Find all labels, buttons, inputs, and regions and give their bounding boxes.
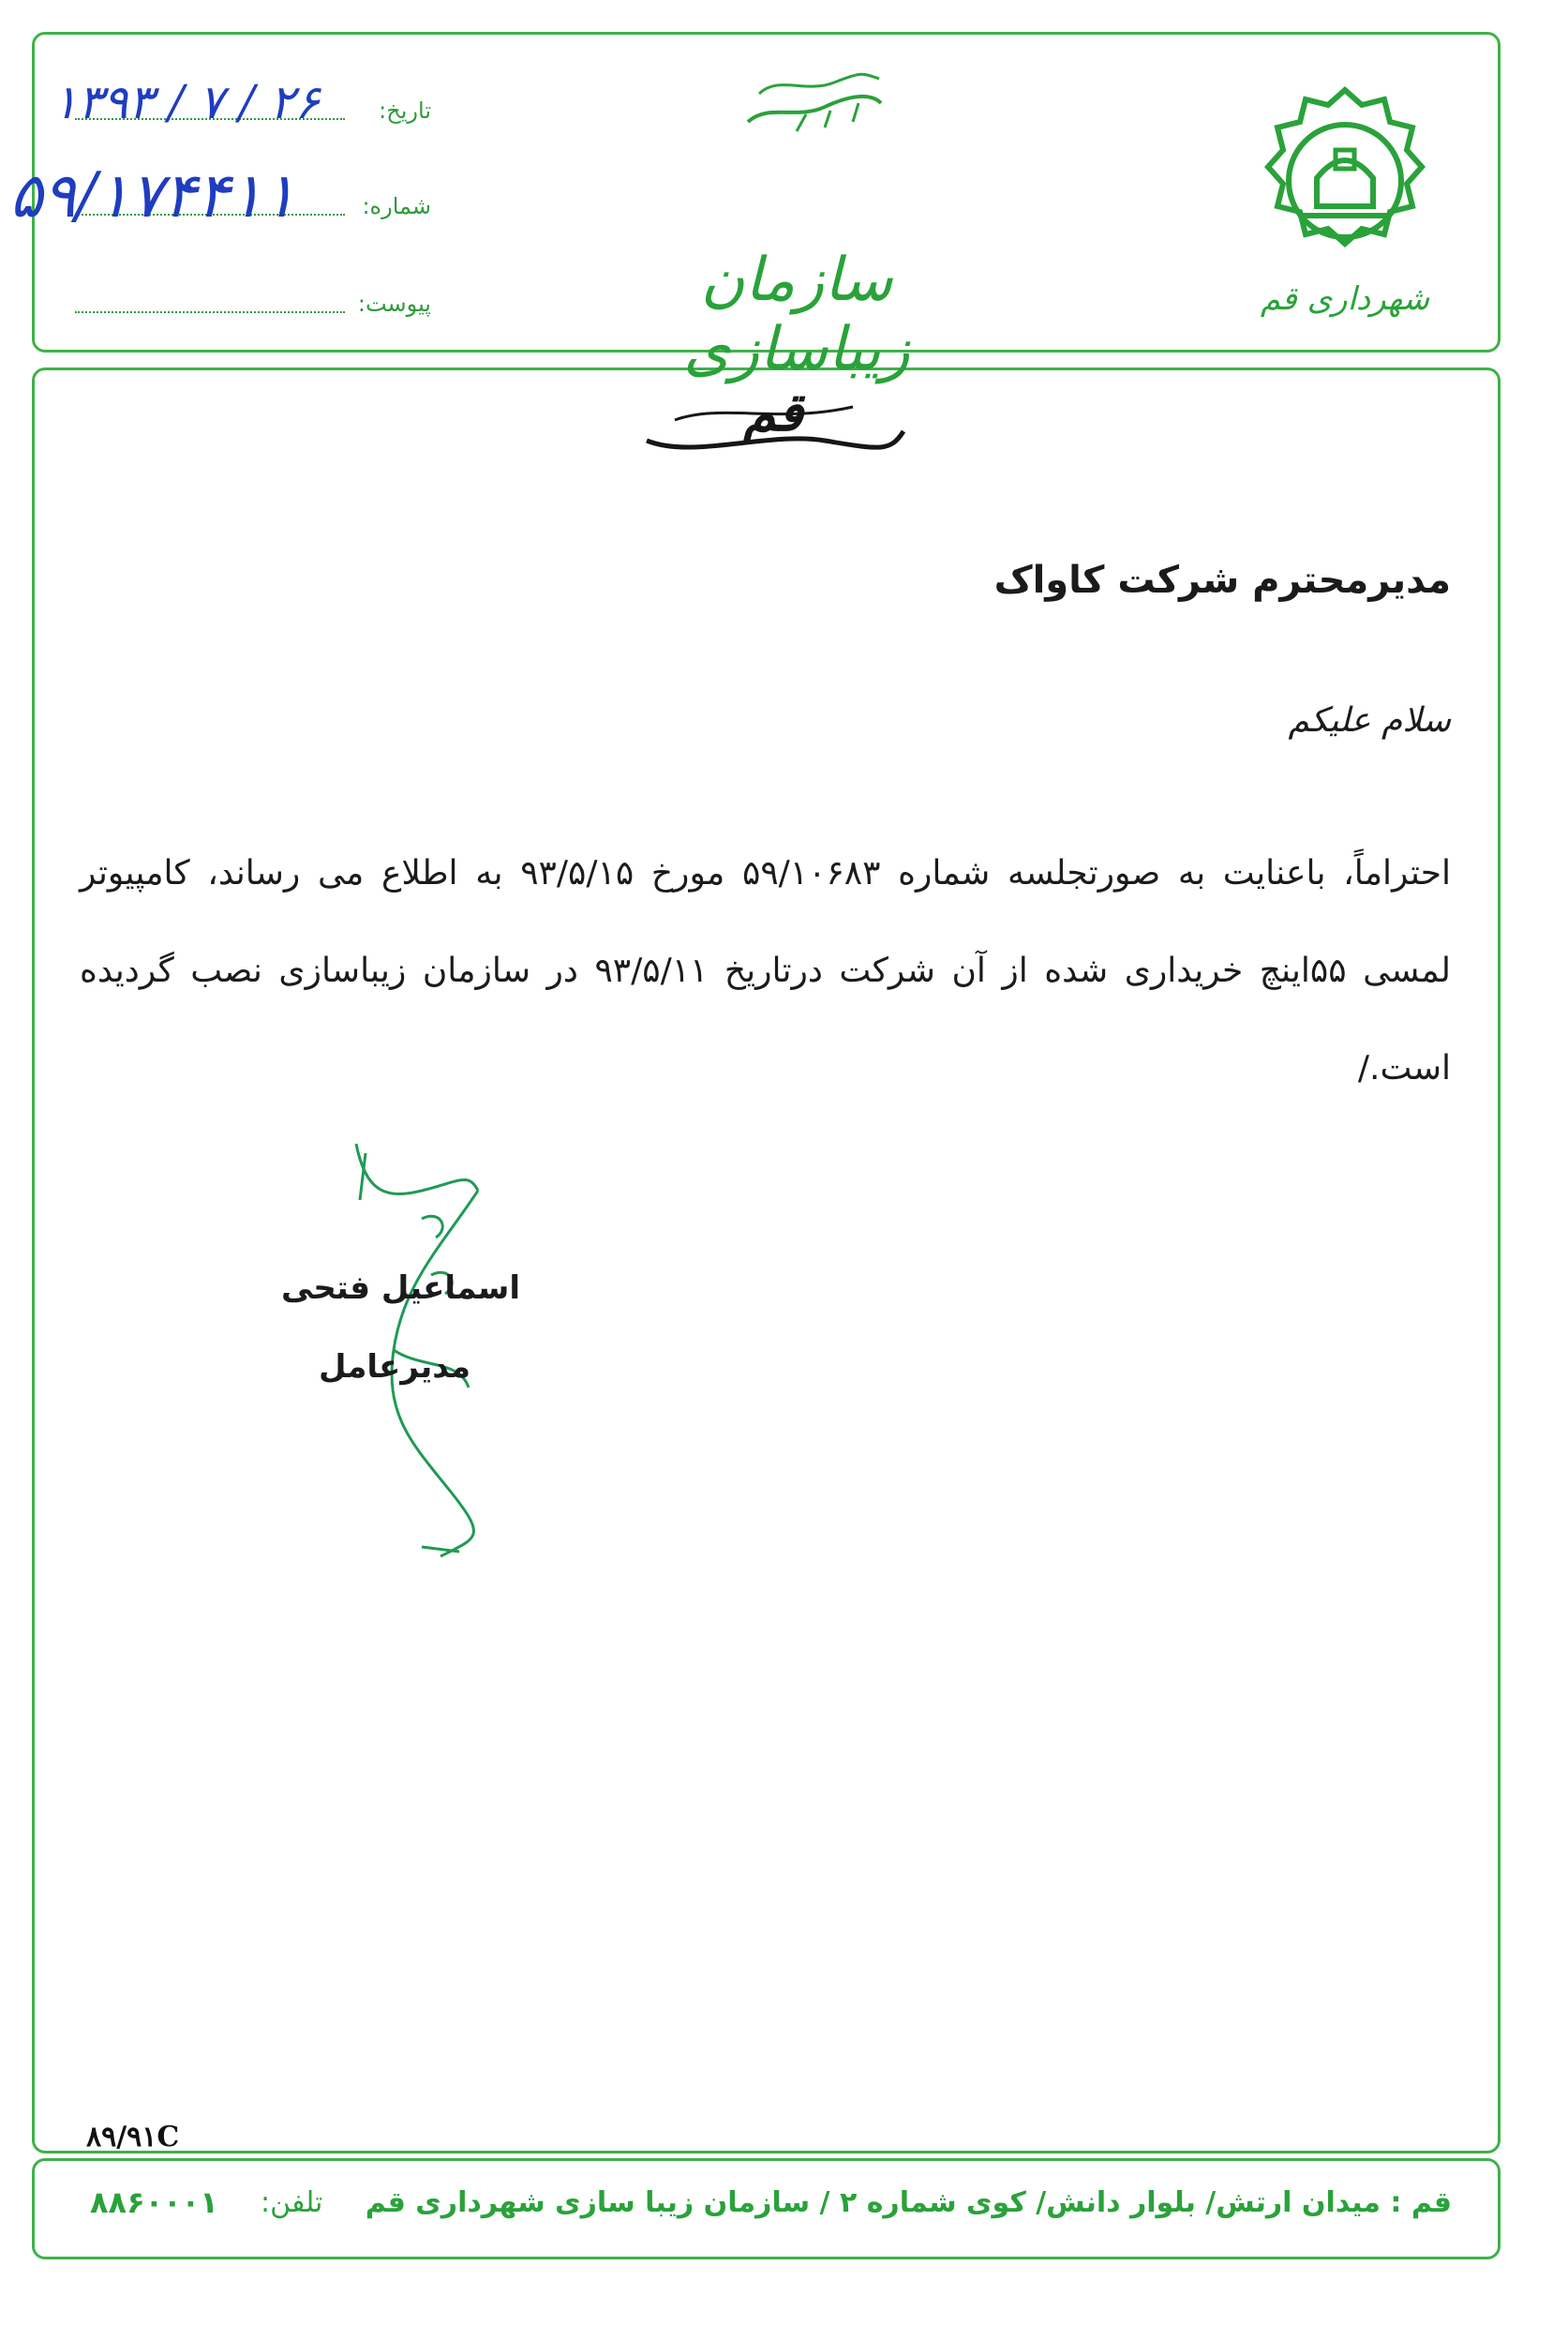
signer-name: اسماعیل فتحی: [281, 1269, 520, 1307]
recipient-line: مدیرمحترم شرکت کاواک: [993, 559, 1451, 602]
date-value: ۱۳۹۳ / ۷ / ۲۶: [52, 75, 321, 129]
qom-calligraphy-logo: [637, 375, 909, 478]
phone-value: ۸۸۶۰۰۰۱: [90, 2184, 218, 2220]
number-label: شماره:: [362, 193, 431, 219]
municipality-logo: [1237, 84, 1453, 328]
footer-address: قم : میدان ارتش/ بلوار دانش/ کوی شماره ۲ / سازمان زیبا سازی شهرداری قم: [365, 2186, 1452, 2219]
attachment-field: [75, 283, 431, 321]
number-value: ۵۹/۱۷۴۴۱۱: [9, 159, 296, 232]
attachment-label: پیوست:: [357, 291, 431, 317]
logo-caption: شهرداری قم: [1260, 280, 1430, 318]
qom-mark-text: قم: [742, 382, 804, 443]
attachment-dotted-line: [75, 311, 345, 313]
phone-label: تلفن:: [261, 2186, 323, 2219]
form-code: ۸۹/۹۱C: [86, 2121, 180, 2153]
date-label: تاریخ:: [379, 98, 431, 124]
greeting: سلام علیکم: [1288, 701, 1451, 740]
body-frame: [32, 368, 1501, 2153]
letter-body: احتراماً، باعنایت به صورتجلسه شماره ۵۹/۱۰۶۸۳ مورخ ۹۳/۵/۱۵ به اطلاع می رساند، کامپیوتر لمسی ۵۵اینچ خریداری شده از آن شرکت درتاریخ ۹۳/۵/۱۱ در سازمان زیباسازی نصب گردیده است./: [80, 854, 1452, 1088]
bismillah-calligraphy: [740, 66, 890, 141]
org-title: سازمان زیباسازی: [683, 246, 910, 384]
signer-title: مدیرعامل: [319, 1348, 470, 1386]
